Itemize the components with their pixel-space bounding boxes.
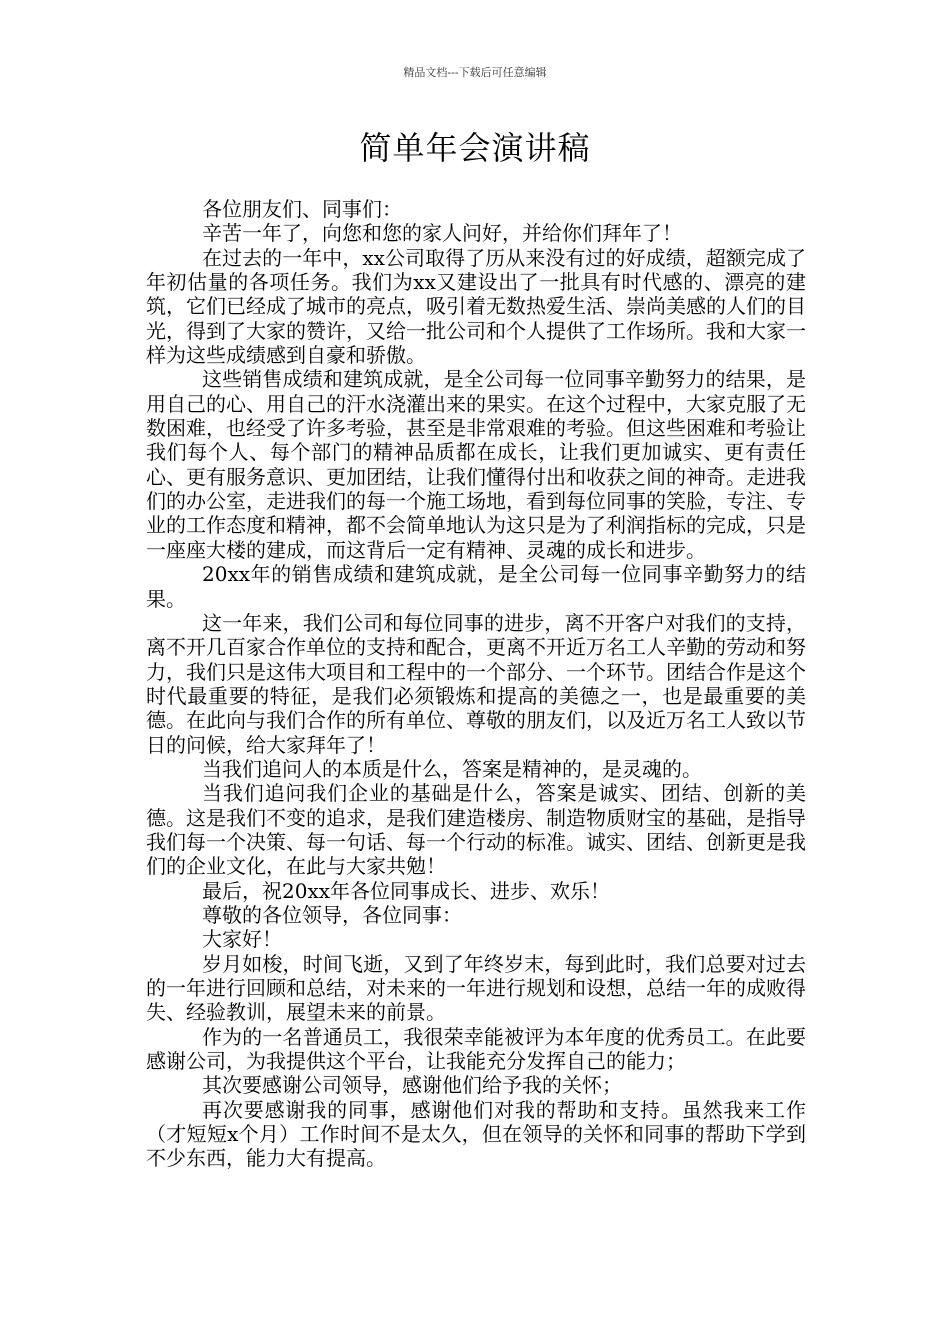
paragraph-salutation: 尊敬的各位领导，各位同事：	[202, 902, 462, 927]
document-body	[146, 197, 806, 1171]
paragraph: 当我们追问人的本质是什么，答案是精神的，是灵魂的。	[202, 756, 702, 781]
paragraph: 最后，祝20xx年各位同事成长、进步、欢乐！	[202, 878, 611, 903]
header-note: 精品文档---下载后可任意编辑	[403, 66, 547, 79]
paragraph: 辛苦一年了，向您和您的家人问好，并给你们拜年了！	[202, 221, 682, 246]
paragraph: 其次要感谢公司领导，感谢他们给予我的关怀；	[202, 1073, 622, 1098]
paragraph: 20xx年的销售成绩和建筑成就，是全公司每一位同事辛勤努力的结果。	[146, 562, 806, 611]
paragraph: 这些销售成绩和建筑成就，是全公司每一位同事辛勤努力的结果，是用自己的心、用自己的汗水浇灌出来的果实。在这个过程中，大家克服了无数困难，也经受了许多考验，甚至是非常艰难的考验。但这些困难和考验让我们每个人、每个部门的精神品质都在成长，让我们更加诚实、更有责任心、更有服务意识、更加团结，让我们懂得付出和收获之间的神奇。走进我们的办公室，走进我们的每一个施工场地，看到每位同事的笑脸，专注、专业的工作态度和精神，都不会简单地认为这只是为了利润指标的完成，只是一座座大楼的建成，而这背后一定有精神、灵魂的成长和进步。	[146, 367, 806, 562]
paragraph: 再次要感谢我的同事，感谢他们对我的帮助和支持。虽然我来工作（才短短x个月）工作时间不是太久，但在领导的关怀和同事的帮助下学到不少东西，能力大有提高。	[146, 1097, 806, 1171]
paragraph-greeting: 各位朋友们、同事们：	[202, 197, 402, 221]
document-title: 简单年会演讲稿	[359, 129, 591, 167]
paragraph: 大家好！	[202, 927, 282, 952]
paragraph: 岁月如梭，时间飞逝，又到了年终岁末，每到此时，我们总要对过去的一年进行回顾和总结，对未来的一年进行规划和设想，总结一年的成败得失、经验教训，展望未来的前景。	[146, 951, 806, 1025]
paragraph: 这一年来，我们公司和每位同事的进步，离不开客户对我们的支持，离不开几百家合作单位的支持和配合，更离不开近万名工人辛勤的劳动和努力，我们只是这伟大项目和工程中的一个部分、一个环节。团结合作是这个时代最重要的特征，是我们必须锻炼和提高的美德之一，也是最重要的美德。在此向与我们合作的所有单位、尊敬的朋友们，以及近万名工人致以节日的问候，给大家拜年了！	[146, 610, 806, 757]
paragraph: 作为的一名普通员工，我很荣幸能被评为本年度的优秀员工。在此要感谢公司，为我提供这个平台，让我能充分发挥自己的能力；	[146, 1024, 806, 1074]
paragraph: 在过去的一年中，xx公司取得了历从来没有过的好成绩，超额完成了年初估量的各项任务。我们为xx又建设出了一批具有时代感的、漂亮的建筑，它们已经成了城市的亮点，吸引着无数热爱生活、崇尚美感的人们的目光，得到了大家的赞许，又给一批公司和个人提供了工作场所。我和大家一样为这些成绩感到自豪和骄傲。	[146, 245, 806, 368]
paragraph: 当我们追问我们企业的基础是什么，答案是诚实、团结、创新的美德。这是我们不变的追求，是我们建造楼房、制造物质财宝的基础，是指导我们每一个决策、每一句话、每一个行动的标准。诚实、团结、创新更是我们的企业文化，在此与大家共勉！	[146, 781, 806, 879]
